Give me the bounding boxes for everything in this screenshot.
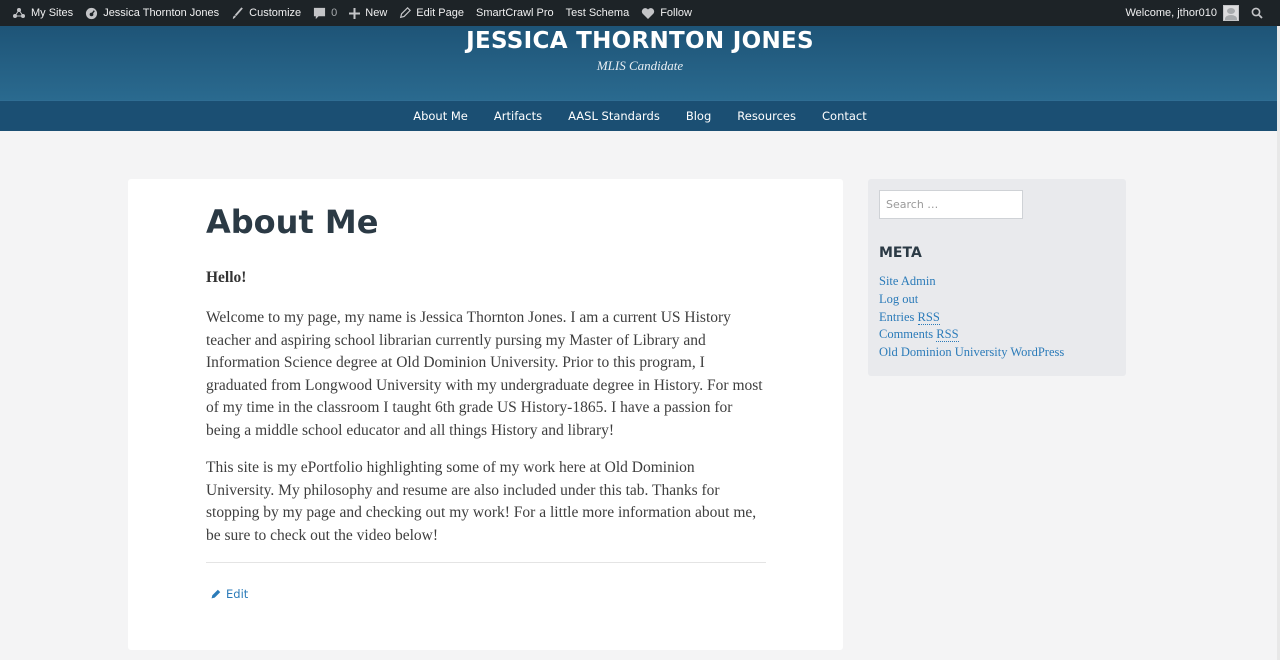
greeting: Hello! [206, 269, 247, 286]
comments-rss-link[interactable] [879, 326, 1064, 344]
nav-item-artifacts[interactable]: Artifacts [493, 109, 543, 123]
odu-wordpress-link[interactable]: Old Dominion University WordPress [879, 345, 1065, 360]
content-divider [206, 562, 766, 563]
comments-label: Comments [879, 327, 934, 342]
entries-rss-link[interactable] [879, 309, 1064, 327]
admin-bar-left [0, 0, 698, 26]
meta-list [879, 273, 1064, 362]
site-header [0, 26, 1280, 100]
search-input[interactable] [879, 190, 1023, 219]
search-icon [1251, 7, 1263, 19]
pencil-icon [210, 589, 221, 600]
test-schema-button[interactable] [560, 0, 636, 26]
dashboard-icon [85, 7, 98, 20]
edit-label: Edit [226, 587, 249, 601]
my-sites-icon [12, 7, 26, 20]
comments-count: 0 [331, 7, 338, 19]
follow-button[interactable] [635, 0, 698, 26]
comment-icon [313, 7, 326, 20]
intro-paragraph: Welcome to my page, my name is Jessica Thornton Jones. I am a current US History teacher and aspiring school librarian currently pursing my Master of Library and Information Science degree at Old Dominion University. Prior to this program, I graduated from Longwood University with my undergraduate degree in History. For most of my time in the classroom I taught 6th grade US History-1865. I have a passion for being a middle school educator and all things History and library! [206, 309, 763, 439]
log-out-link[interactable]: Log out [879, 291, 919, 306]
eportfolio-paragraph: This site is my ePortfolio highlighting some of my work here at Old Dominion University. My philosophy and resume are also included under this tab. Thanks for stopping by my page and checking out my work! For a little more information about me, be sure to check out the video below! [206, 459, 757, 544]
main-navigation [0, 100, 1280, 131]
rss-abbr: RSS [917, 309, 940, 324]
heart-icon [641, 7, 655, 20]
site-name-label: Jessica Thornton Jones [103, 7, 220, 19]
account-menu[interactable] [1119, 0, 1245, 26]
nav-item-blog[interactable]: Blog [685, 109, 712, 123]
plus-icon [349, 8, 360, 19]
edit-link[interactable] [210, 587, 248, 601]
customize-label: Customize [249, 7, 302, 19]
my-sites-button[interactable] [6, 0, 79, 26]
welcome-label: Welcome, jthor010 [1125, 7, 1217, 19]
comments-button[interactable] [307, 0, 343, 26]
smartcrawl-button[interactable] [470, 0, 560, 26]
brush-icon [231, 7, 244, 20]
site-description: MLIS Candidate [596, 58, 684, 73]
admin-bar [0, 0, 1280, 26]
nav-item-about-me[interactable]: About Me [413, 109, 468, 123]
main-content [128, 179, 843, 650]
smartcrawl-label: SmartCrawl Pro [475, 7, 554, 19]
page-title: About Me [206, 203, 379, 241]
my-sites-label: My Sites [31, 7, 74, 19]
nav-item-contact[interactable]: Contact [822, 109, 867, 123]
avatar [1223, 5, 1239, 21]
admin-search-button[interactable] [1245, 0, 1272, 26]
edit-page-label: Edit Page [416, 7, 464, 19]
meta-widget-title: META [879, 245, 922, 261]
test-schema-label: Test Schema [565, 7, 630, 19]
site-admin-link[interactable]: Site Admin [879, 274, 936, 288]
nav-item-resources[interactable]: Resources [737, 109, 796, 123]
sidebar [868, 179, 1126, 376]
edit-page-button[interactable] [393, 0, 470, 26]
site-title[interactable]: JESSICA THORNTON JONES [466, 28, 814, 54]
pencil-icon [399, 7, 411, 19]
site-name-button[interactable] [79, 0, 225, 26]
rss-abbr: RSS [936, 327, 959, 342]
nav-item-aasl-standards[interactable]: AASL Standards [568, 109, 660, 123]
entries-label: Entries [879, 309, 915, 324]
admin-bar-right [1119, 0, 1280, 26]
new-button[interactable] [343, 0, 393, 26]
customize-button[interactable] [225, 0, 307, 26]
new-label: New [365, 7, 388, 19]
follow-label: Follow [660, 7, 692, 19]
